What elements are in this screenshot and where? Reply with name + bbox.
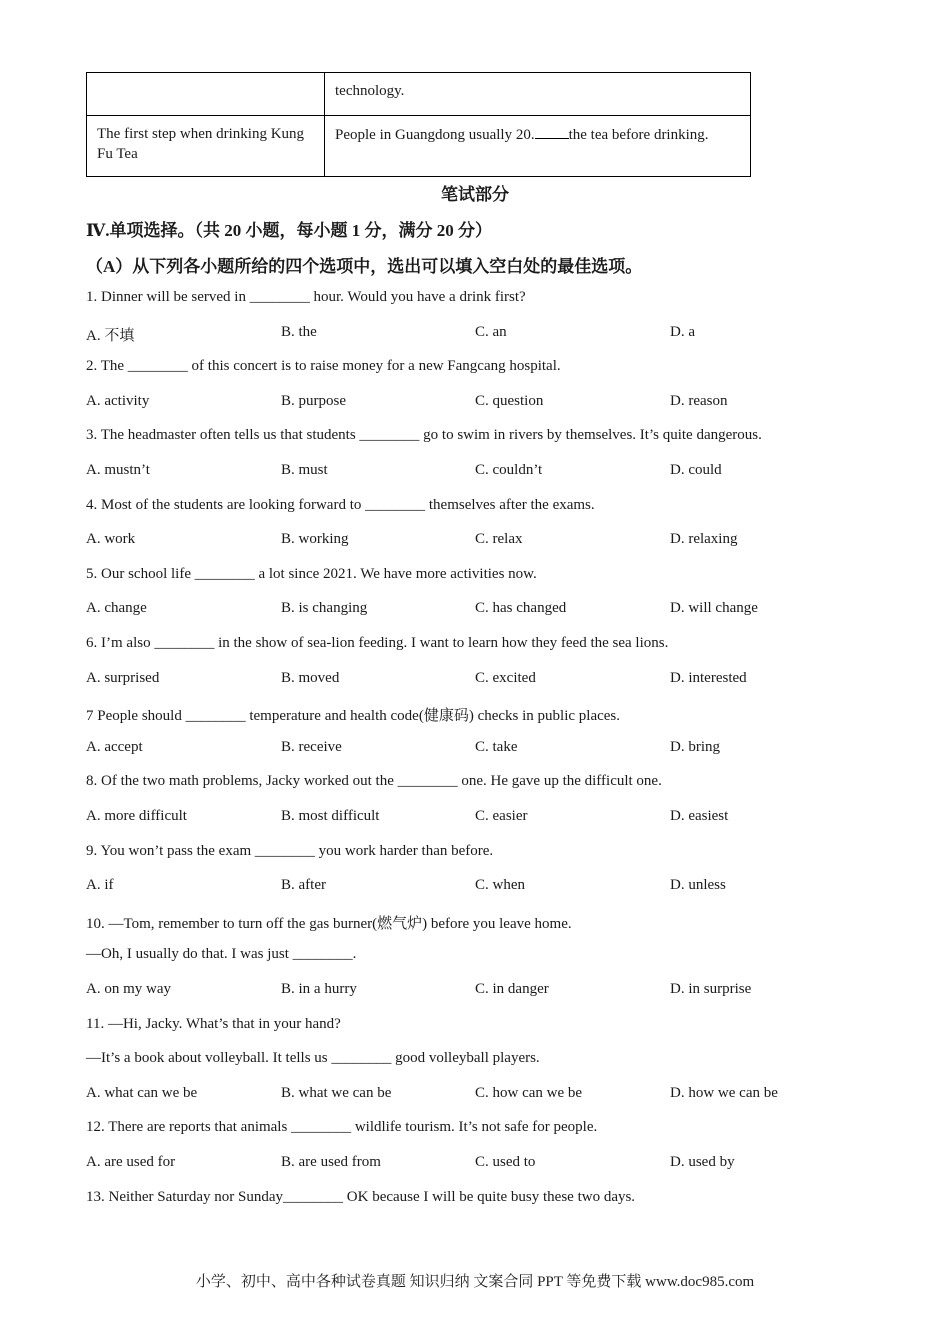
answer-option: D. bring — [670, 738, 720, 755]
table-cell — [325, 116, 751, 177]
option-row — [86, 1154, 846, 1174]
table-row — [87, 73, 751, 116]
question-text: —Oh, I usually do that. I was just ________. — [86, 946, 357, 963]
fill-blank — [535, 124, 569, 139]
answer-table — [86, 72, 751, 177]
answer-option: B. are used from — [281, 1154, 381, 1170]
answer-option: C. in danger — [475, 981, 549, 997]
question-text: 4. Most of the students are looking forward to ________ themselves after the exams. — [86, 496, 595, 513]
option-row — [86, 808, 846, 828]
answer-option: C. an — [475, 323, 507, 340]
answer-option: C. question — [475, 392, 544, 409]
question-text: 11. —Hi, Jacky. What’s that in your hand? — [86, 1015, 341, 1032]
answer-option: D. will change — [670, 600, 758, 617]
answer-option: B. after — [281, 877, 326, 894]
answer-option: D. unless — [670, 877, 726, 894]
table-cell — [87, 73, 325, 116]
question-text: 9. You won’t pass the exam ________ you work harder than before. — [86, 842, 494, 859]
option-row — [86, 739, 846, 759]
option-row — [86, 531, 846, 551]
question-text: 6. I’m also ________ in the show of sea-lion feeding. I want to learn how they feed the sea lions. — [86, 635, 669, 651]
sub-title: （A）从下列各小题所给的四个选项中，选出可以填入空白处的最佳选项。 — [86, 257, 643, 276]
section-title: 笔试部分 — [441, 185, 509, 204]
question-text: 5. Our school life ________ a lot since 2021. We have more activities now. — [86, 565, 537, 582]
answer-option: B. working — [281, 531, 349, 548]
answer-option: C. has changed — [475, 600, 567, 617]
answer-option: D. interested — [670, 669, 747, 686]
part-title: Ⅳ.单项选择。（共 20 小题，每小题 1 分，满分 20 分） — [86, 221, 493, 240]
answer-option: A. accept — [86, 738, 143, 755]
answer-option: B. what we can be — [281, 1084, 392, 1101]
answer-option: C. relax — [475, 531, 523, 548]
page-footer: 小学、初中、高中各种试卷真题 知识归纳 文案合同 PPT 等免费下载 www.doc985.com — [195, 1274, 755, 1290]
answer-option: A. mustn’t — [86, 462, 150, 478]
cell-text: the tea before drinking. — [568, 127, 709, 143]
option-row — [86, 670, 846, 690]
answer-option: C. when — [475, 877, 525, 894]
option-row — [86, 877, 846, 897]
answer-option: A. 不填 — [86, 327, 135, 344]
answer-option: A. activity — [86, 392, 150, 409]
answer-option: B. moved — [281, 669, 340, 686]
answer-option: B. most difficult — [281, 808, 380, 824]
option-row — [86, 981, 846, 1001]
answer-option: A. what can we be — [86, 1084, 198, 1101]
answer-option: C. used to — [475, 1154, 536, 1170]
table-row — [87, 116, 751, 177]
answer-option: B. the — [281, 323, 317, 340]
answer-option: D. relaxing — [670, 531, 738, 548]
answer-option: A. surprised — [86, 669, 160, 686]
answer-option: A. are used for — [86, 1154, 176, 1170]
answer-option: B. purpose — [281, 392, 346, 409]
answer-option: C. take — [475, 738, 518, 755]
cell-text: People in Guangdong usually 20. — [335, 127, 535, 143]
answer-option: D. easiest — [670, 808, 729, 824]
question-text: —It’s a book about volleyball. It tells us ________ good volleyball players. — [86, 1050, 540, 1067]
option-row — [86, 324, 846, 344]
table-cell: technology. — [325, 73, 751, 116]
answer-option: B. in a hurry — [281, 981, 357, 997]
question-text: 10. —Tom, remember to turn off the gas burner(燃气炉) before you leave home. — [86, 915, 572, 932]
answer-option: D. could — [670, 462, 722, 478]
answer-option: C. easier — [475, 808, 528, 824]
answer-option: C. how can we be — [475, 1084, 583, 1101]
question-text: 13. Neither Saturday nor Sunday________ OK because I will be quite busy these two days. — [86, 1188, 636, 1205]
answer-option: A. change — [86, 600, 147, 617]
question-text: 7 People should ________ temperature and health code(健康码) checks in public places. — [86, 708, 621, 725]
option-row — [86, 393, 846, 413]
table-cell: The first step when drinking Kung Fu Tea — [87, 116, 325, 177]
option-row — [86, 1085, 846, 1105]
question-text: 8. Of the two math problems, Jacky worked out the ________ one. He gave up the difficult one. — [86, 773, 662, 790]
answer-option: A. if — [86, 877, 114, 894]
option-row — [86, 600, 846, 620]
answer-option: B. is changing — [281, 600, 368, 617]
answer-option: D. used by — [670, 1154, 735, 1170]
question-text: 2. The ________ of this concert is to raise money for a new Fangcang hospital. — [86, 358, 561, 375]
answer-option: A. more difficult — [86, 808, 187, 824]
answer-option: D. reason — [670, 392, 728, 409]
answer-option: A. on my way — [86, 981, 171, 997]
answer-option: D. how we can be — [670, 1084, 778, 1101]
answer-option: A. work — [86, 531, 136, 548]
answer-option: C. couldn’t — [475, 462, 543, 478]
answer-option: C. excited — [475, 669, 536, 686]
answer-option: B. receive — [281, 738, 342, 755]
question-text: 3. The headmaster often tells us that students ________ go to swim in rivers by themselves. It’s quite dangerous. — [86, 427, 762, 444]
answer-option: D. a — [670, 323, 695, 340]
option-row — [86, 462, 846, 482]
answer-option: B. must — [281, 462, 328, 478]
answer-option: D. in surprise — [670, 981, 752, 997]
question-text: 1. Dinner will be served in ________ hour. Would you have a drink first? — [86, 289, 526, 305]
question-text: 12. There are reports that animals ________ wildlife tourism. It’s not safe for people. — [86, 1119, 598, 1136]
